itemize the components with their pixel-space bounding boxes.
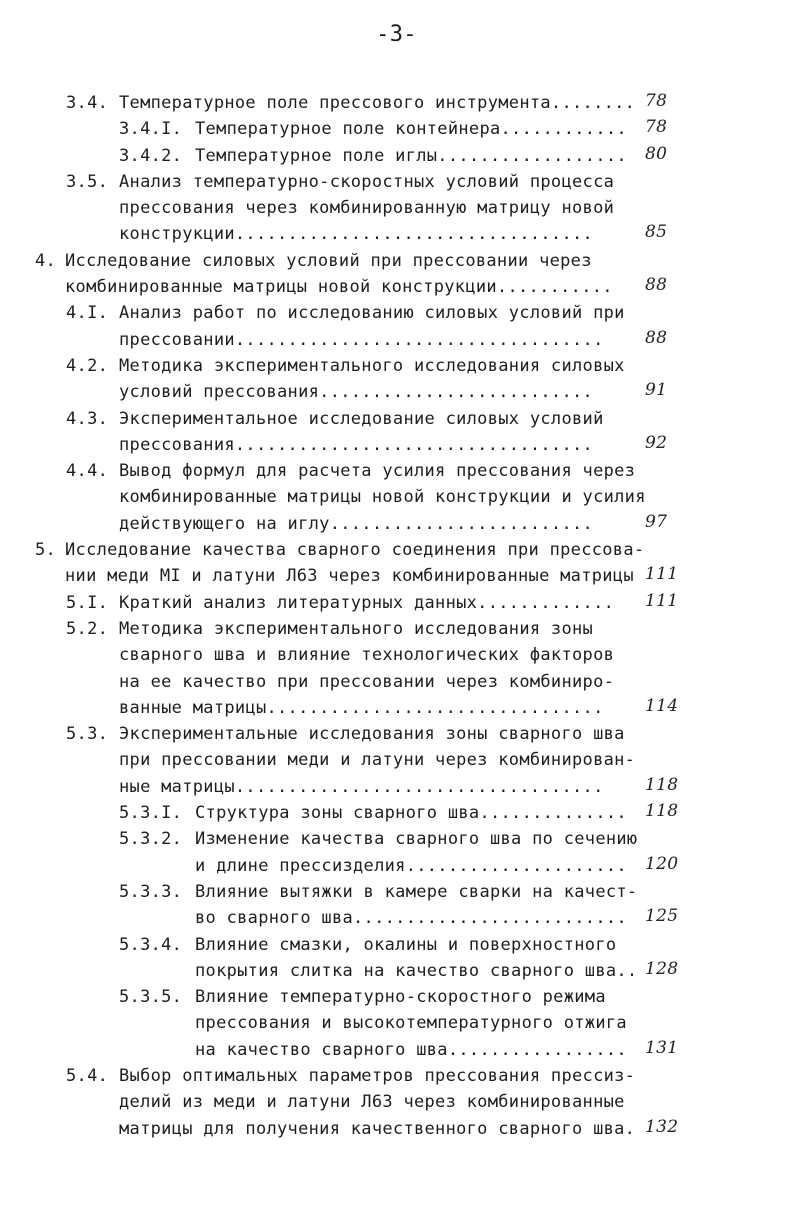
toc-line bbox=[0, 484, 793, 510]
toc-entry-4-1 bbox=[0, 300, 793, 353]
toc-entry-5-3-5 bbox=[0, 984, 793, 1063]
toc-page-number: 118 bbox=[645, 801, 679, 822]
toc-title: условий прессования.......................... bbox=[119, 382, 594, 403]
toc-title: Вывод формул для расчета усилия прессования через bbox=[119, 461, 636, 482]
toc-number: 4. bbox=[35, 250, 57, 271]
toc-title: комбинированные матрицы новой конструкции........... bbox=[65, 277, 613, 298]
toc-title: нии меди МI и латуни Л63 через комбинированные матрицы bbox=[65, 566, 634, 587]
toc-title: ванные матрицы................................ bbox=[119, 697, 604, 718]
toc-title: прессования.................................. bbox=[119, 434, 594, 455]
toc-title: покрытия слитка на качество сварного шва.. bbox=[195, 960, 638, 981]
toc-title: Влияние вытяжки в камере сварки на качест- bbox=[195, 881, 638, 902]
toc-number: 5.4. bbox=[66, 1065, 109, 1086]
toc-number: 5.2. bbox=[66, 618, 109, 639]
toc-number: 4.2. bbox=[66, 355, 109, 376]
toc-entry-3-4-1 bbox=[0, 116, 793, 142]
toc-title: Влияние смазки, окалины и поверхностного bbox=[195, 934, 617, 955]
toc-line bbox=[0, 642, 793, 668]
toc-entry-5 bbox=[0, 537, 793, 590]
toc-line bbox=[0, 458, 793, 484]
toc-page-number: 118 bbox=[645, 774, 679, 795]
toc-number: 5.3. bbox=[66, 724, 109, 745]
toc-page-number: 97 bbox=[645, 511, 668, 532]
toc-title: прессования через комбинированную матрицу новой bbox=[119, 198, 615, 219]
toc-entry-5-3-1 bbox=[0, 800, 793, 826]
toc-line bbox=[0, 958, 793, 984]
toc-title: комбинированные матрицы новой конструкции и усилия bbox=[119, 487, 646, 508]
toc-page-number: 92 bbox=[645, 432, 668, 453]
toc-entry-5-3-4 bbox=[0, 932, 793, 985]
toc-number: 5.I. bbox=[66, 592, 109, 613]
toc-line bbox=[0, 669, 793, 695]
toc-page-number: 114 bbox=[645, 695, 679, 716]
toc-page-number: 88 bbox=[645, 275, 668, 296]
page-number: -3- bbox=[376, 22, 417, 47]
toc-line bbox=[0, 1116, 793, 1142]
toc-line bbox=[0, 905, 793, 931]
toc-line bbox=[0, 984, 793, 1010]
toc-number: 5.3.2. bbox=[119, 829, 183, 850]
toc-entry-5-2 bbox=[0, 616, 793, 721]
toc-line bbox=[0, 300, 793, 326]
toc-line bbox=[0, 879, 793, 905]
toc-line bbox=[0, 353, 793, 379]
toc-title: Методика экспериментального исследования зоны bbox=[119, 618, 594, 639]
toc-title: действующего на иглу......................... bbox=[119, 513, 594, 534]
toc-line bbox=[0, 1010, 793, 1036]
toc-number: 3.4.I. bbox=[119, 119, 183, 140]
toc-page-number: 120 bbox=[645, 853, 679, 874]
toc-title: Влияние температурно-скоростного режима bbox=[195, 987, 606, 1008]
toc-title: Выбор оптимальных параметров прессования прессиз- bbox=[119, 1065, 636, 1086]
toc-line bbox=[0, 274, 793, 300]
toc-number: 3.5. bbox=[66, 171, 109, 192]
toc-page-number: 125 bbox=[645, 906, 679, 927]
toc-line bbox=[0, 721, 793, 747]
toc-page-number: 111 bbox=[645, 564, 679, 585]
toc-number: 5.3.5. bbox=[119, 987, 183, 1008]
toc-page-number: 131 bbox=[645, 1037, 679, 1058]
toc-title: прессовании................................... bbox=[119, 329, 604, 350]
toc-title: Исследование качества сварного соединения при прессова- bbox=[65, 540, 645, 561]
toc-title: на качество сварного шва................. bbox=[195, 1039, 627, 1060]
toc-entry-5-3-3 bbox=[0, 879, 793, 932]
toc-title: Экспериментальные исследования зоны сварного шва bbox=[119, 724, 625, 745]
toc-page-number: 91 bbox=[645, 380, 668, 401]
toc-page-number: 88 bbox=[645, 327, 668, 348]
toc-page-number: 111 bbox=[645, 590, 679, 611]
toc-title: Температурное поле прессового инструмента........ bbox=[119, 93, 636, 113]
toc-title: Температурное поле контейнера............ bbox=[195, 119, 627, 140]
toc-number: 5.3.3. bbox=[119, 881, 183, 902]
toc-title: Изменение качества сварного шва по сечению bbox=[195, 829, 638, 850]
table-of-contents bbox=[0, 90, 793, 1142]
toc-entry-4 bbox=[0, 248, 793, 301]
toc-title: во сварного шва.......................... bbox=[195, 908, 627, 929]
toc-number: 5.3.4. bbox=[119, 934, 183, 955]
toc-title: Анализ температурно-скоростных условий процесса bbox=[119, 171, 615, 192]
toc-number: 3.4.2. bbox=[119, 145, 183, 166]
toc-title: Исследование силовых условий при прессовании через bbox=[65, 250, 592, 271]
toc-title: при прессовании меди и латуни через комбинирован- bbox=[119, 750, 636, 771]
toc-line bbox=[0, 1063, 793, 1089]
toc-line bbox=[0, 853, 793, 879]
toc-entry-5-4 bbox=[0, 1063, 793, 1142]
toc-entry-3-4 bbox=[0, 90, 793, 116]
toc-number: 3.4. bbox=[66, 93, 109, 113]
toc-line bbox=[0, 143, 793, 169]
toc-title: и длине прессизделия..................... bbox=[195, 855, 627, 876]
toc-line bbox=[0, 248, 793, 274]
toc-line bbox=[0, 563, 793, 589]
toc-number: 4.I. bbox=[66, 303, 109, 324]
toc-title: Методика экспериментального исследования силовых bbox=[119, 355, 625, 376]
toc-number: 5.3.I. bbox=[119, 803, 183, 824]
toc-title: Краткий анализ литературных данных............. bbox=[119, 592, 615, 613]
toc-number: 5. bbox=[35, 540, 57, 561]
toc-line bbox=[0, 195, 793, 221]
toc-page-number: 78 bbox=[645, 117, 668, 138]
toc-entry-5-3-2 bbox=[0, 826, 793, 879]
toc-line bbox=[0, 221, 793, 247]
toc-line bbox=[0, 116, 793, 142]
toc-title: матрицы для получения качественного сварного шва. bbox=[119, 1118, 636, 1139]
toc-entry-5-3 bbox=[0, 721, 793, 800]
toc-page-number: 128 bbox=[645, 958, 679, 979]
toc-page-number: 85 bbox=[645, 222, 668, 243]
toc-line bbox=[0, 826, 793, 852]
toc-line bbox=[0, 932, 793, 958]
toc-page-number: 78 bbox=[645, 91, 668, 111]
toc-page-number: 132 bbox=[645, 1116, 679, 1137]
toc-line bbox=[0, 616, 793, 642]
toc-entry-4-2 bbox=[0, 353, 793, 406]
toc-line bbox=[0, 327, 793, 353]
toc-line bbox=[0, 537, 793, 563]
toc-line bbox=[0, 169, 793, 195]
toc-title: делий из меди и латуни Л63 через комбинированные bbox=[119, 1092, 625, 1113]
toc-line bbox=[0, 1037, 793, 1063]
toc-title: на ее качество при прессовании через комбиниро- bbox=[119, 671, 615, 692]
toc-line bbox=[0, 695, 793, 721]
toc-line bbox=[0, 590, 793, 616]
toc-entry-3-4-2 bbox=[0, 143, 793, 169]
toc-title: Структура зоны сварного шва.............. bbox=[195, 803, 627, 824]
toc-line bbox=[0, 774, 793, 800]
toc-title: сварного шва и влияние технологических факторов bbox=[119, 645, 615, 666]
toc-title: ные матрицы................................... bbox=[119, 776, 604, 797]
toc-number: 4.3. bbox=[66, 408, 109, 429]
toc-entry-5-1 bbox=[0, 590, 793, 616]
toc-entry-3-5 bbox=[0, 169, 793, 248]
toc-title: Анализ работ по исследованию силовых условий при bbox=[119, 303, 625, 324]
toc-line bbox=[0, 90, 793, 116]
toc-title: Экспериментальное исследование силовых условий bbox=[119, 408, 604, 429]
toc-line bbox=[0, 406, 793, 432]
toc-line bbox=[0, 379, 793, 405]
toc-title: конструкции.................................. bbox=[119, 224, 594, 245]
toc-entry-4-3 bbox=[0, 406, 793, 459]
toc-page-number: 80 bbox=[645, 143, 668, 164]
toc-line bbox=[0, 747, 793, 773]
toc-line bbox=[0, 1089, 793, 1115]
toc-entry-4-4 bbox=[0, 458, 793, 537]
toc-title: Температурное поле иглы.................. bbox=[195, 145, 627, 166]
toc-line bbox=[0, 800, 793, 826]
toc-title: прессования и высокотемпературного отжига bbox=[195, 1013, 627, 1034]
toc-line bbox=[0, 511, 793, 537]
toc-line bbox=[0, 432, 793, 458]
toc-number: 4.4. bbox=[66, 461, 109, 482]
